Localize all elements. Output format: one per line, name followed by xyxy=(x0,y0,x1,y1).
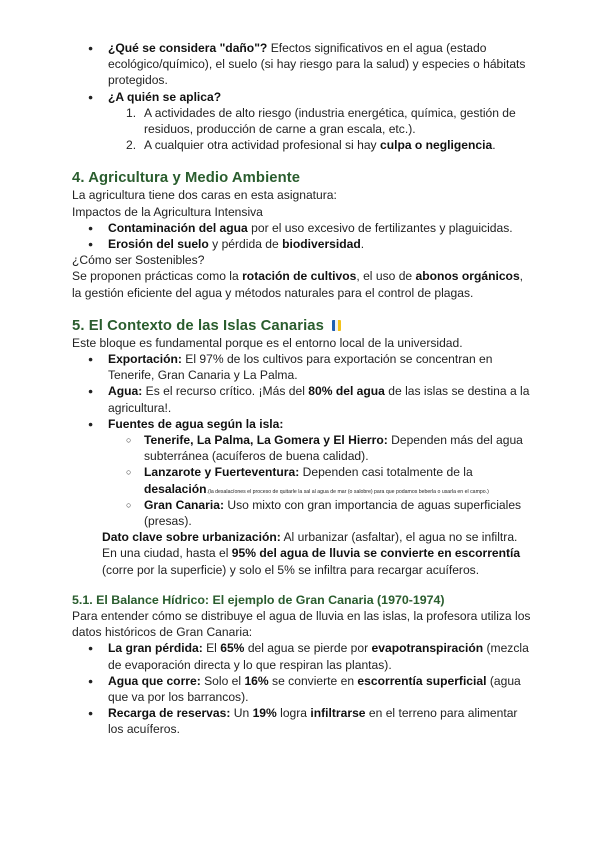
impacts-list xyxy=(72,220,532,252)
sub-list-item xyxy=(72,497,532,529)
item-text: de las islas se destina a la agricultura!. xyxy=(108,384,530,415)
bold-text: ¿A quién se aplica? xyxy=(108,89,222,104)
list-item xyxy=(72,640,532,672)
bold-text: ¿Qué se considera "daño"? xyxy=(108,41,268,55)
intro-list xyxy=(72,40,532,105)
bold-text: Agua: xyxy=(108,384,143,399)
bold-text: Erosión del suelo xyxy=(108,237,209,252)
list-item xyxy=(72,236,532,252)
list-item xyxy=(72,89,532,105)
text: se convierte en xyxy=(268,673,358,688)
list-item xyxy=(72,351,532,383)
item-text-end: . xyxy=(360,237,365,252)
bold-text: rotación de cultivos xyxy=(242,269,357,284)
text: , el uso de xyxy=(356,269,416,284)
paragraph xyxy=(72,268,532,300)
key-fact-paragraph xyxy=(72,529,532,578)
item-number: 1. xyxy=(126,105,137,120)
bold-text: desalación xyxy=(144,481,207,496)
text: Se proponen prácticas como la xyxy=(72,269,243,284)
canary-flag-icon xyxy=(332,320,341,331)
text: El xyxy=(202,641,221,656)
section-heading-5-1: 5.1. El Balance Hídrico: El ejemplo de Gran Canaria (1970-1974) xyxy=(72,592,445,607)
bold-text: evapotranspiración xyxy=(371,641,484,656)
paragraph: Este bloque es fundamental porque es el entorno local de la universidad. xyxy=(72,335,463,350)
paragraph: La agricultura tiene dos caras en esta asignatura: xyxy=(72,188,337,203)
bold-text: La gran pérdida: xyxy=(108,641,203,656)
bold-text: 19% xyxy=(252,706,277,721)
item-text: Es el recurso crítico. ¡Más del xyxy=(142,384,309,399)
list-item xyxy=(72,383,532,415)
text: (mezcla de evaporación directa y lo que respiran las plantas). xyxy=(108,641,529,672)
text: del agua se pierde por xyxy=(244,641,372,656)
footnote-text: .(la desalacíones el proceso de quitarle la sal al agua de mar (o salobre) para que podamos beberla o usarla en el campo.) xyxy=(206,488,489,495)
sub-list-item xyxy=(72,432,532,464)
item-text: Uso mixto con gran importancia de aguas superficiales (presas). xyxy=(144,497,522,529)
text: logra xyxy=(276,706,311,721)
bold-text: 95% del agua de lluvia se convierte en escorrentía xyxy=(231,546,521,561)
bold-text: Lanzarote y Fuerteventura: xyxy=(144,465,300,480)
item-text: Dependen casi totalmente de la xyxy=(299,465,473,480)
item-text: Efectos significativos en el agua (estado ecológico/químico), el suelo (si hay riesgo para la salud) y especies o hábitats protegidos. xyxy=(108,41,526,88)
text: Solo el xyxy=(200,673,245,688)
section-heading-4: 4. Agricultura y Medio Ambiente xyxy=(72,170,301,187)
list-item xyxy=(72,416,532,432)
bold-text: culpa o negligencia xyxy=(379,138,493,153)
section-heading-5 xyxy=(72,317,532,335)
item-text: Dependen más del agua subterránea (acuíferos de buena calidad). xyxy=(144,433,523,464)
bold-text: Recarga de reservas: xyxy=(108,706,231,721)
numbered-item xyxy=(126,137,532,153)
sub-list-item xyxy=(72,464,532,496)
item-text: A cualquier otra actividad profesional si hay xyxy=(144,138,380,153)
paragraph: Para entender cómo se distribuye el agua de lluvia en las islas, la profesora utiliza los datos históricos de Gran Canaria: xyxy=(72,608,531,640)
item-text: El 97% de los cultivos para exportación se concentran en Tenerife, Gran Canaria y La Palma. xyxy=(108,352,493,383)
bold-text: Fuentes de agua según la isla: xyxy=(108,416,284,431)
bold-text: Exportación: xyxy=(108,352,182,367)
text: Al urbanizar (asfaltar), el agua no se infiltra. En una ciudad, hasta el xyxy=(102,530,518,561)
heading-text: 5. El Contexto de las Islas Canarias xyxy=(72,317,324,334)
bold-text: Contaminación del agua xyxy=(108,220,248,235)
bold-text: abonos orgánicos xyxy=(415,269,520,284)
bold-text: Agua que corre: xyxy=(108,673,201,688)
applies-list xyxy=(72,105,532,154)
water-balance-list xyxy=(72,640,532,737)
list-item xyxy=(72,673,532,705)
text: (corre por la superficie) y solo el 5% se infiltra para recargar acuíferos. xyxy=(102,562,480,577)
bold-text: 80% del agua xyxy=(308,384,385,399)
numbered-item xyxy=(126,105,532,137)
canarias-list xyxy=(72,351,532,432)
bold-text: biodiversidad xyxy=(282,237,361,252)
text: Un xyxy=(230,706,253,721)
list-item xyxy=(72,220,532,236)
bold-text: infiltrarse xyxy=(310,706,366,721)
subheading: Impactos de la Agricultura Intensiva xyxy=(72,204,263,219)
bold-text: 16% xyxy=(244,673,269,688)
list-item xyxy=(72,705,532,737)
bold-text: Tenerife, La Palma, La Gomera y El Hierro: xyxy=(144,433,388,448)
item-text: A actividades de alto riesgo (industria energética, química, gestión de residuos, producción de carne a gran escala, etc.). xyxy=(144,105,516,137)
item-text-end: . xyxy=(492,138,496,153)
bold-text: Gran Canaria: xyxy=(144,497,224,512)
item-text: y pérdida de xyxy=(208,237,283,252)
bold-text: escorrentía superficial xyxy=(357,673,487,688)
item-number: 2. xyxy=(126,138,137,153)
list-item xyxy=(72,40,532,89)
subheading: ¿Cómo ser Sostenibles? xyxy=(72,253,205,268)
document-page xyxy=(72,40,532,738)
text: (agua que va por los barrancos). xyxy=(108,673,521,704)
item-text: por el uso excesivo de fertilizantes y plaguicidas. xyxy=(247,220,513,235)
text: en el terreno para alimentar los acuíferos. xyxy=(108,706,518,737)
text: , la gestión eficiente del agua y métodos naturales para el control de plagas. xyxy=(72,269,524,300)
water-sources-list xyxy=(72,432,532,529)
bold-text: 65% xyxy=(220,641,245,656)
bold-text: Dato clave sobre urbanización: xyxy=(102,530,281,545)
